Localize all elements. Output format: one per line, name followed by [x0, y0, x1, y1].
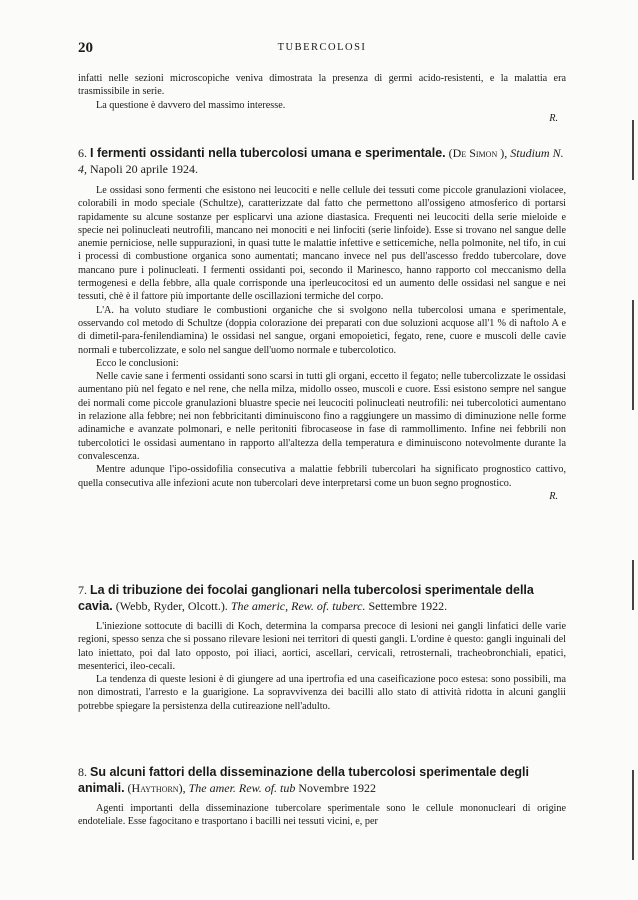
intro-paragraph: La questione è davvero del massimo interesse.	[96, 99, 286, 111]
scan-edge-mark	[632, 770, 634, 860]
article-author: (Webb, Ryder, Olcott.).	[115, 599, 228, 613]
article-date: Napoli 20 aprile 1924.	[90, 162, 198, 176]
article-8-heading	[78, 764, 566, 796]
running-title: TUBERCOLOSI	[277, 42, 367, 53]
article-number: 7.	[78, 583, 87, 597]
article-title: La di tribuzione dei focolai ganglionari nella tubercolosi sperimentale della cavia.	[78, 583, 534, 613]
article-number: 8.	[78, 765, 87, 779]
article-7-heading	[78, 582, 566, 614]
article-author: (De Simon ),	[448, 146, 508, 160]
scan-edge-mark	[632, 300, 634, 410]
article-paragraph: Nelle cavie sane i fermenti ossidanti sono scarsi in tutti gli organi, eccetto il fegato; nelle tubercolizzate le ossidasi aumentano più nel fegato e nel rene, che nella milza, midollo osseo, muscoli e cuore. Essi esistono sempre nel sangue dei normali come piccole granulazioni bluastre specie nei leucociti polinucleati neutrofili: nei tubercolotici aumentano in relazione alla febbre; nei non febbricitanti diminuiscono fino a raggiungere un massimo di diminuzione nelle forme adinamiche e avanzate polmonari, e nelle peritoniti fibrocaseose in fase di rammollimento. Infine nei febbrili non tubercolotici le ossidasi aumentano in rapporto all'altezza della temperatura e diminuiscono notevolmente durante la convalescenza.	[78, 371, 566, 462]
article-paragraph: L'A. ha voluto studiare le combustioni organiche che si svolgono nella tubercolosi umana e sperimentale, osservando col metodo di Schultze (doppia colorazione dei preparati con due soluzioni acquose all'1 % di naftolo A e di dimetil-para-fenilendiamina) le ossidasi nel sangue, organi emopoietici, fegato, rene, cuore e muscoli delle cavie normali e tubercolizzate, e solo nel sangue dell'uomo normale e tubercolotico.	[78, 304, 566, 356]
scan-edge-mark	[632, 120, 634, 180]
article-journal: The amer. Rew. of. tub	[188, 781, 296, 795]
page-number: 20	[78, 40, 93, 56]
intro-block	[78, 72, 566, 125]
article-journal: The americ, Rew. of. tuberc.	[230, 599, 366, 613]
article-date: Settembre 1922.	[368, 599, 448, 613]
article-6-heading	[78, 145, 566, 177]
article-journal: Studium N. 4,	[78, 146, 564, 176]
scan-edge-mark	[632, 560, 634, 610]
intro-paragraph: infatti nelle sezioni microscopiche veniva dimostrata la presenza di germi acido-resistenti, e la malattia era trasmissibile in serie.	[78, 73, 566, 98]
article-title: I fermenti ossidanti nella tubercolosi umana e sperimentale.	[90, 146, 446, 160]
article-paragraph: Ecco le conclusioni:	[96, 357, 179, 369]
signature: R.	[549, 490, 558, 502]
article-paragraph: Mentre adunque l'ipo-ossidofilia consecutiva a malattie febbrili tubercolari ha significato prognostico cattivo, quella consecutiva alle infezioni acute non tubercolari deve interpretarsi come un buon segno prognostico.	[78, 464, 566, 489]
signature: R.	[549, 112, 558, 124]
article-paragraph: L'iniezione sottocute di bacilli di Koch, determina la comparsa precoce di lesioni nei gangli linfatici delle varie regioni, spesso senza che si possano rilevare lesioni nei territori di questi gangli. L'ordine è questo: gangli inguinali del lato iniettato, poi dal lato opposto, poi iliaci, aortici, ascellari, cervicali, retrosternali, tracheobronchiali, epatici, mesenterici, ileo-cecali.	[78, 621, 566, 672]
article-paragraph: Agenti importanti della disseminazione tubercolare sperimentale sono le cellule mononucleari di origine endoteliale. Esse fagocitano e trasportano i bacilli nei tessuti vicini, e, per	[78, 803, 566, 828]
article-number: 6.	[78, 146, 87, 160]
article-title: Su alcuni fattori della disseminazione della tubercolosi sperimentale degli animali.	[78, 765, 530, 795]
article-author: (Haythorn),	[127, 781, 186, 795]
article-paragraph: La tendenza di queste lesioni è di giungere ad una ipertrofia ed una caseificazione poco estesa: sono possibili, ma non dimostrati, l'arresto e la guarigione. La sopravvivenza dei bacilli allo stato di attività ridotta in alcuni ganglii potrebbe spiegare la persistenza della cutireazione nell'adulto.	[78, 674, 566, 712]
article-6-body	[78, 184, 566, 503]
page-header	[78, 40, 566, 56]
article-date: Novembre 1922	[298, 781, 377, 795]
article-8-body	[78, 802, 566, 829]
article-7-body	[78, 620, 566, 713]
article-paragraph: Le ossidasi sono fermenti che esistono nei leucociti e nelle cellule dei tessuti come piccole granulazioni violacee, colorabili in modo speciale (Schultze), caratterizzate dal fatto che permettono all'ossigeno atmosferico di portarsi rapidamente su alcune sostanze per esplicarvi una azione diastasica. Frequenti nei leucociti della serie mieloide e specie nei polinucleati neutrofili, mancano nei monociti e nei linfociti (serie linfoide). Esse si trovano nel sangue delle anemie perniciose, nelle suppurazioni, in quasi tutte le malattie infettive e setticemiche, nella polmonite, nel tifo, in cui i processi di combustione organica sono aumentati; mancano invece nel pus dell'ascesso freddo tubercolare, dove mancano pure i polinucleati. I fermenti ossidanti poi, secondo il Marinesco, hanno rapporto col meccanismo della termogenesi e della febbre, alla quale corrisponde una iperleucocitosi ed un aumento delle ossidasi nel sangue e nei tessuti, chè è il fattore più importante delle oscillazioni termiche del corpo.	[78, 185, 566, 303]
